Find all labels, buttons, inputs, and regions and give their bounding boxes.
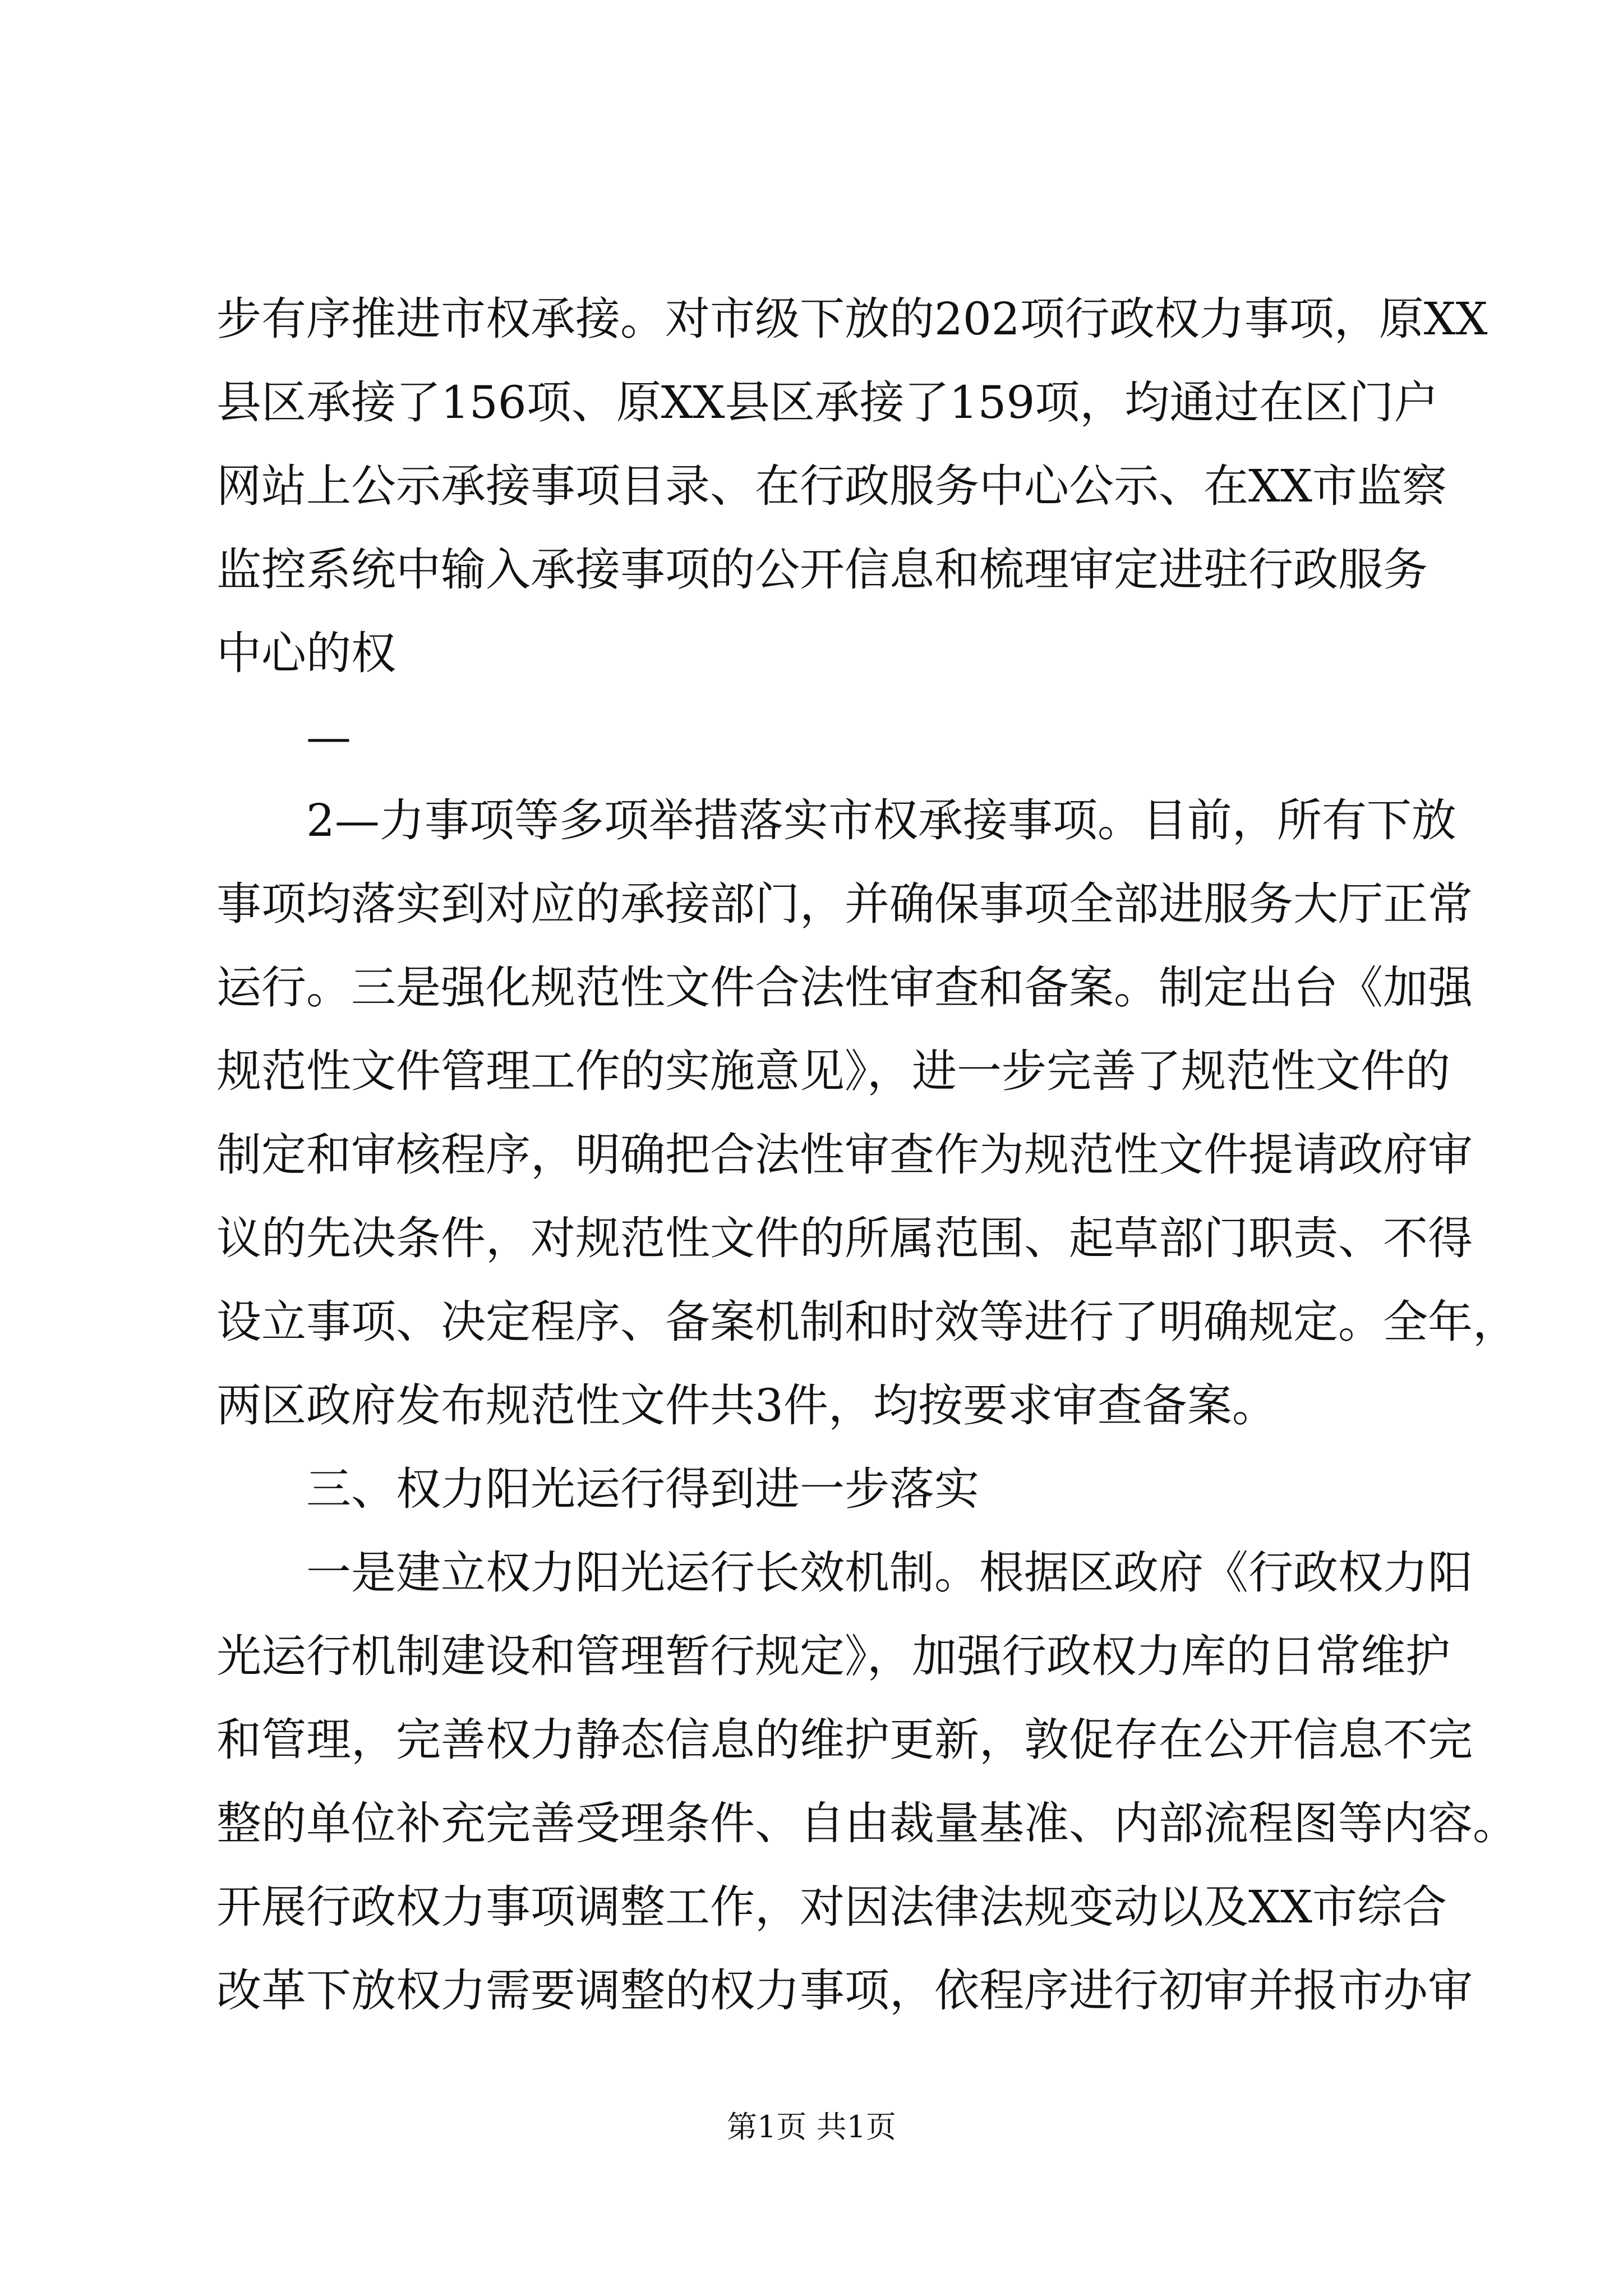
text-line: 中心的权 (216, 627, 396, 679)
text-line: 和管理，完善权力静态信息的维护更新，敦促存在公开信息不完 (216, 1714, 1473, 1766)
paragraph-start-line: 2—力事项等多项举措落实市权承接事项。目前，所有下放 (306, 794, 1456, 846)
separator-dash: — (306, 711, 351, 763)
text-line: 设立事项、决定程序、备案机制和时效等进行了明确规定。全年， (216, 1296, 1518, 1348)
text-line: 开展行政权力事项调整工作，对因法律法规变动以及XX市综合 (216, 1881, 1447, 1933)
text-line: 光运行机制建设和管理暂行规定》，加强行政权力库的日常维护 (216, 1630, 1450, 1682)
text-line: 运行。三是强化规范性文件合法性审查和备案。制定出台《加强 (216, 961, 1473, 1014)
text-line: 议的先决条件，对规范性文件的所属范围、起草部门职责、不得 (216, 1212, 1473, 1264)
page-number-footer: 第1页 共1页 (727, 2109, 896, 2145)
text-line: 两区政府发布规范性文件共3件，均按要求审查备案。 (216, 1379, 1277, 1432)
section-heading: 三、权力阳光运行得到进一步落实 (306, 1463, 979, 1515)
text-line: 规范性文件管理工作的实施意见》，进一步完善了规范性文件的 (216, 1045, 1450, 1097)
text-line: 网站上公示承接事项目录、在行政服务中心公示、在XX市监察 (216, 460, 1447, 512)
text-line: 制定和审核程序，明确把合法性审查作为规范性文件提请政府审 (216, 1129, 1473, 1181)
text-line: 整的单位补充完善受理条件、自由裁量基准、内部流程图等内容。 (216, 1797, 1518, 1849)
paragraph-start-line: 一是建立权力阳光运行长效机制。根据区政府《行政权力阳 (306, 1547, 1473, 1599)
text-line: 事项均落实到对应的承接部门，并确保事项全部进服务大厅正常 (216, 878, 1473, 930)
text-line: 监控系统中输入承接事项的公开信息和梳理审定进驻行政服务 (216, 544, 1428, 596)
document-body (216, 277, 1518, 2032)
text-line: 县区承接了156项、原XX县区承接了159项，均通过在区门户 (216, 376, 1439, 429)
text-line: 改革下放权力需要调整的权力事项，依程序进行初审并报市办审 (216, 1964, 1473, 2017)
text-line: 步有序推进市权承接。对市级下放的202项行政权力事项，原XX (216, 293, 1488, 345)
